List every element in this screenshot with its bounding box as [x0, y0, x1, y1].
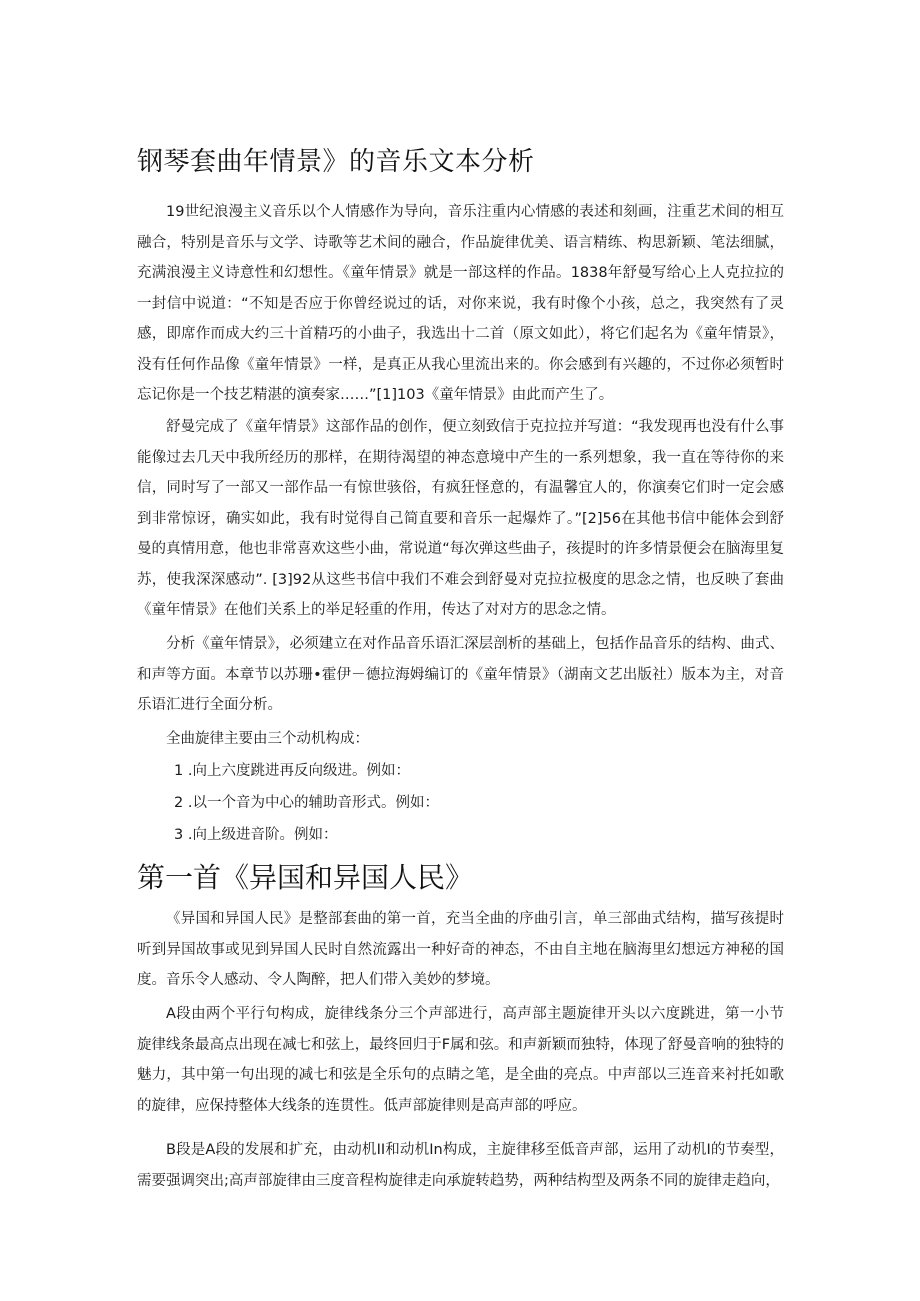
motifs-intro: 全曲旋律主要由三个动机构成：: [166, 731, 369, 747]
section-paragraph-b: B段是A段的发展和扩充，由动机II和动机In构成，主旋律移至低音声部，运用了动机I的节奏型，需要强调突出;高声部旋律由三度音程构旋律走向承旋转趋势，两种结构型及两条不同的旋律走趋向，: [137, 1142, 784, 1189]
motif-item-3: 3 .向上级进音阶。例如：: [174, 827, 338, 843]
motif-item-2: 2 .以一个音为中心的辅助音形式。例如：: [174, 795, 439, 811]
intro-paragraph: 19世纪浪漫主义音乐以个人情感作为导向，音乐注重内心情感的表述和刻画，注重艺术间的相互融合，特别是音乐与文学、诗歌等艺术间的融合，作品旋律优美、语言精练、构思新颖、笔法细腻，充满浪漫主义诗意性和幻想性。《童年情景》就是一部这样的作品。1838年舒曼写给心上人克拉拉的一封信中说道：“不知是否应于你曾经说过的话，对你来说，我有时像个小孩，总之，我突然有了灵感，即席作而成大约三十首精巧的小曲子，我选出十二首（原文如此），将它们起名为《童年情景》，没有任何作品像《童年情景》一样，是真正从我心里流出来的。你会感到有兴趣的，不过你必须暂时忘记你是一个技艺精湛的演奏家……”[1]103《童年情景》由此而产生了。: [137, 204, 784, 403]
document-title: 钢琴套曲年情景》的音乐文本分析: [137, 147, 535, 177]
section-paragraph-a: A段由两个平行句构成，旋律线条分三个声部进行，高声部主题旋律开头以六度跳进，第一小节旋律线条最高点出现在减七和弦上，最终回归于F属和弦。和声新颖而独特，体现了舒曼音响的独特的魅力，其中第一句出现的减七和弦是全乐句的点睛之笔，是全曲的亮点。中声部以三连音来衬托如歌的旋律，应保持整体大线条的连贯性。低声部旋律则是高声部的呼应。: [137, 1006, 784, 1114]
motif-item-1: 1 .向上六度跳进再反向级进。例如：: [174, 763, 410, 779]
section-title: 第一首《异国和异国人民》: [137, 861, 474, 894]
analysis-paragraph: 分析《童年情景》，必须建立在对作品音乐语汇深层剖析的基础上，包括作品音乐的结构、曲式、和声等方面。本章节以苏珊•霍伊－德拉海姆编订的《童年情景》（湖南文艺出版社）版本为主，对音乐语汇进行全面分析。: [137, 636, 784, 713]
section-paragraph-1: 《异国和异国人民》是整部套曲的第一首，充当全曲的序曲引言，单三部曲式结构，描写孩提时听到异国故事或见到异国人民时自然流露出一种好奇的神态，不由自主地在脑海里幻想远方神秘的国度。音乐令人感动、令人陶醉，把人们带入美妙的梦境。: [137, 911, 784, 988]
letter-paragraph: 舒曼完成了《童年情景》这部作品的创作，便立刻致信于克拉拉并写道：“我发现再也没有什么事能像过去几天中我所经历的那样，在期待渴望的神态意境中产生的一系列想象，我一直在等待你的来信，同时写了一部又一部作品一有惊世骇俗，有疯狂怪意的，有温馨宜人的，你演奏它们时一定会感到非常惊讶，确实如此，我有时觉得自己简直要和音乐一起爆炸了。”[2]56在其他书信中能体会到舒曼的真情用意，他也非常喜欢这些小曲，常说道“每次弹这些曲子，孩提时的许多情景便会在脑海里复苏，使我深深感动”. [3]92从这些书信中我们不难会到舒曼对克拉拉极度的思念之情，也反映了套曲《童年情景》在他们关系上的举足轻重的作用，传达了对对方的思念之情。: [137, 419, 784, 618]
